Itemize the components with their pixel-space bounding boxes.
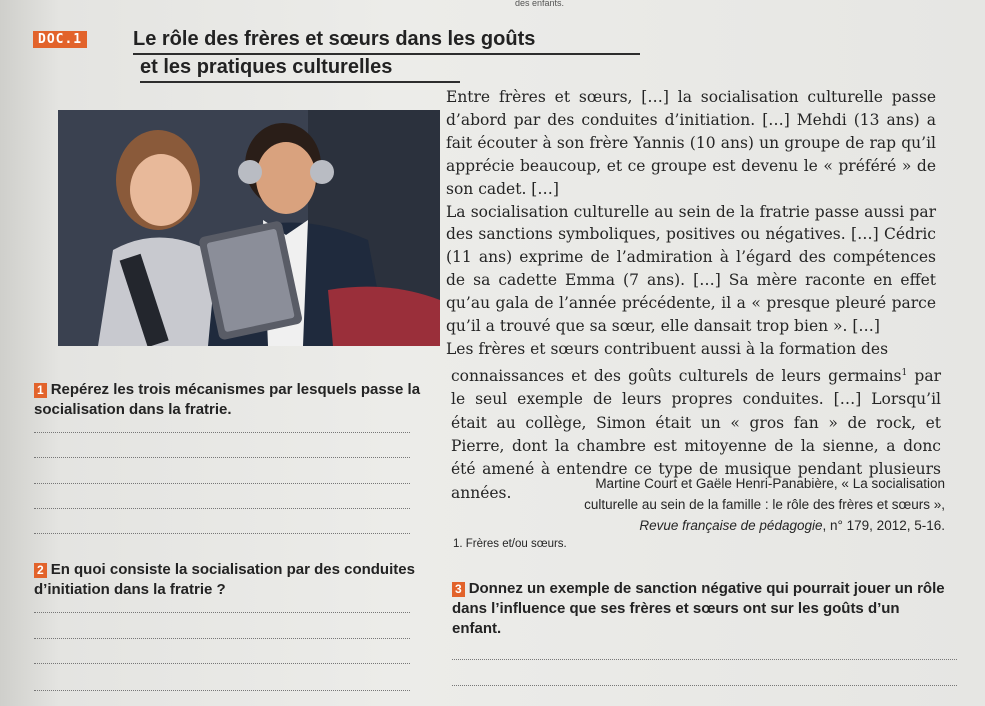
title-underline-1 [133,53,640,55]
answer-line[interactable] [34,483,410,484]
answer-line[interactable] [34,612,410,613]
question-2-text: En quoi consiste la socialisation par des conduites d’initiation dans la fratrie ? [34,561,415,598]
question-3-number: 3 [452,582,465,597]
question-3 [452,579,952,639]
paragraph-exemple-start: Les frères et sœurs contribuent aussi à la formation des [446,339,889,358]
answer-line[interactable] [34,457,410,458]
source-journal: Revue française de pédagogie [639,518,823,533]
answer-line[interactable] [34,663,410,664]
siblings-photo [58,110,440,346]
answer-line[interactable] [34,533,410,534]
document-title-line-1: Le rôle des frères et sœurs dans les goûts [133,28,536,50]
source-citation [452,473,945,536]
answer-line[interactable] [34,638,410,639]
answer-line[interactable] [452,659,957,660]
main-text-upper [446,86,936,361]
paragraph-sanctions: La socialisation culturelle au sein de la fratrie passe aussi par des sanctions symboliques, positives ou négatives. […] Cédric (11 ans) exprime de l’admiration à l’égard des compétences de sa cadette Emma (7 ans). […] Sa mère raconte en effet qu’au gala de l’année précédente, il a « presque pleuré parce qu’il a trouvé que sa sœur, elle dansait trop bien ». […] [446,202,936,336]
answer-line[interactable] [34,432,410,433]
answer-line[interactable] [34,690,410,691]
paragraph-exemple-end: par le seul exemple de leurs propres conduites. […] Lorsqu’il était au collège, Simon était un « gros fan » de rock, et Pierre, dont la chambre est mitoyenne de la sienne, a donc été amené à entendre ce type de musique pendant plusieurs années. [451,367,942,502]
source-reference: , n° 179, 2012, 5-16. [822,518,945,533]
source-line-1: Martine Court et Gaële Henri-Panabière, « La socialisation [595,476,945,491]
title-underline-2 [140,81,460,83]
paragraph-exemple-middle: connaissances et des goûts culturels de leurs germains [451,367,902,386]
question-2 [34,560,424,600]
question-2-number: 2 [34,563,47,578]
question-1 [34,380,424,420]
answer-line[interactable] [452,685,957,686]
footnote-marker: 1 [901,368,908,378]
page-top-text: des enfants. [515,0,565,6]
siblings-photo-illustration [58,110,440,346]
source-line-2: culturelle au sein de la famille : le rôle des frères et sœurs », [584,497,945,512]
answer-line[interactable] [34,508,410,509]
document-title-line-2: et les pratiques culturelles [140,56,393,78]
question-1-number: 1 [34,383,47,398]
question-1-text: Repérez les trois mécanismes par lesquels passe la socialisation dans la fratrie. [34,381,421,418]
doc-label-badge: DOC.1 [33,31,87,48]
footnote: 1. Frères et/ou sœurs. [453,538,567,550]
question-3-text: Donnez un exemple de sanction négative qui pourrait jouer un rôle dans l’influence que ses frères et sœurs ont sur les goûts d’un enfant. [452,580,945,637]
paragraph-initiation: Entre frères et sœurs, […] la socialisation culturelle passe d’abord par des conduites d’initiation. […] Mehdi (13 ans) a fait écouter à son frère Yannis (10 ans) un groupe de rap qu’il apprécie beaucoup, et ce groupe est devenu le « préféré » de son cadet. […] [446,88,936,198]
